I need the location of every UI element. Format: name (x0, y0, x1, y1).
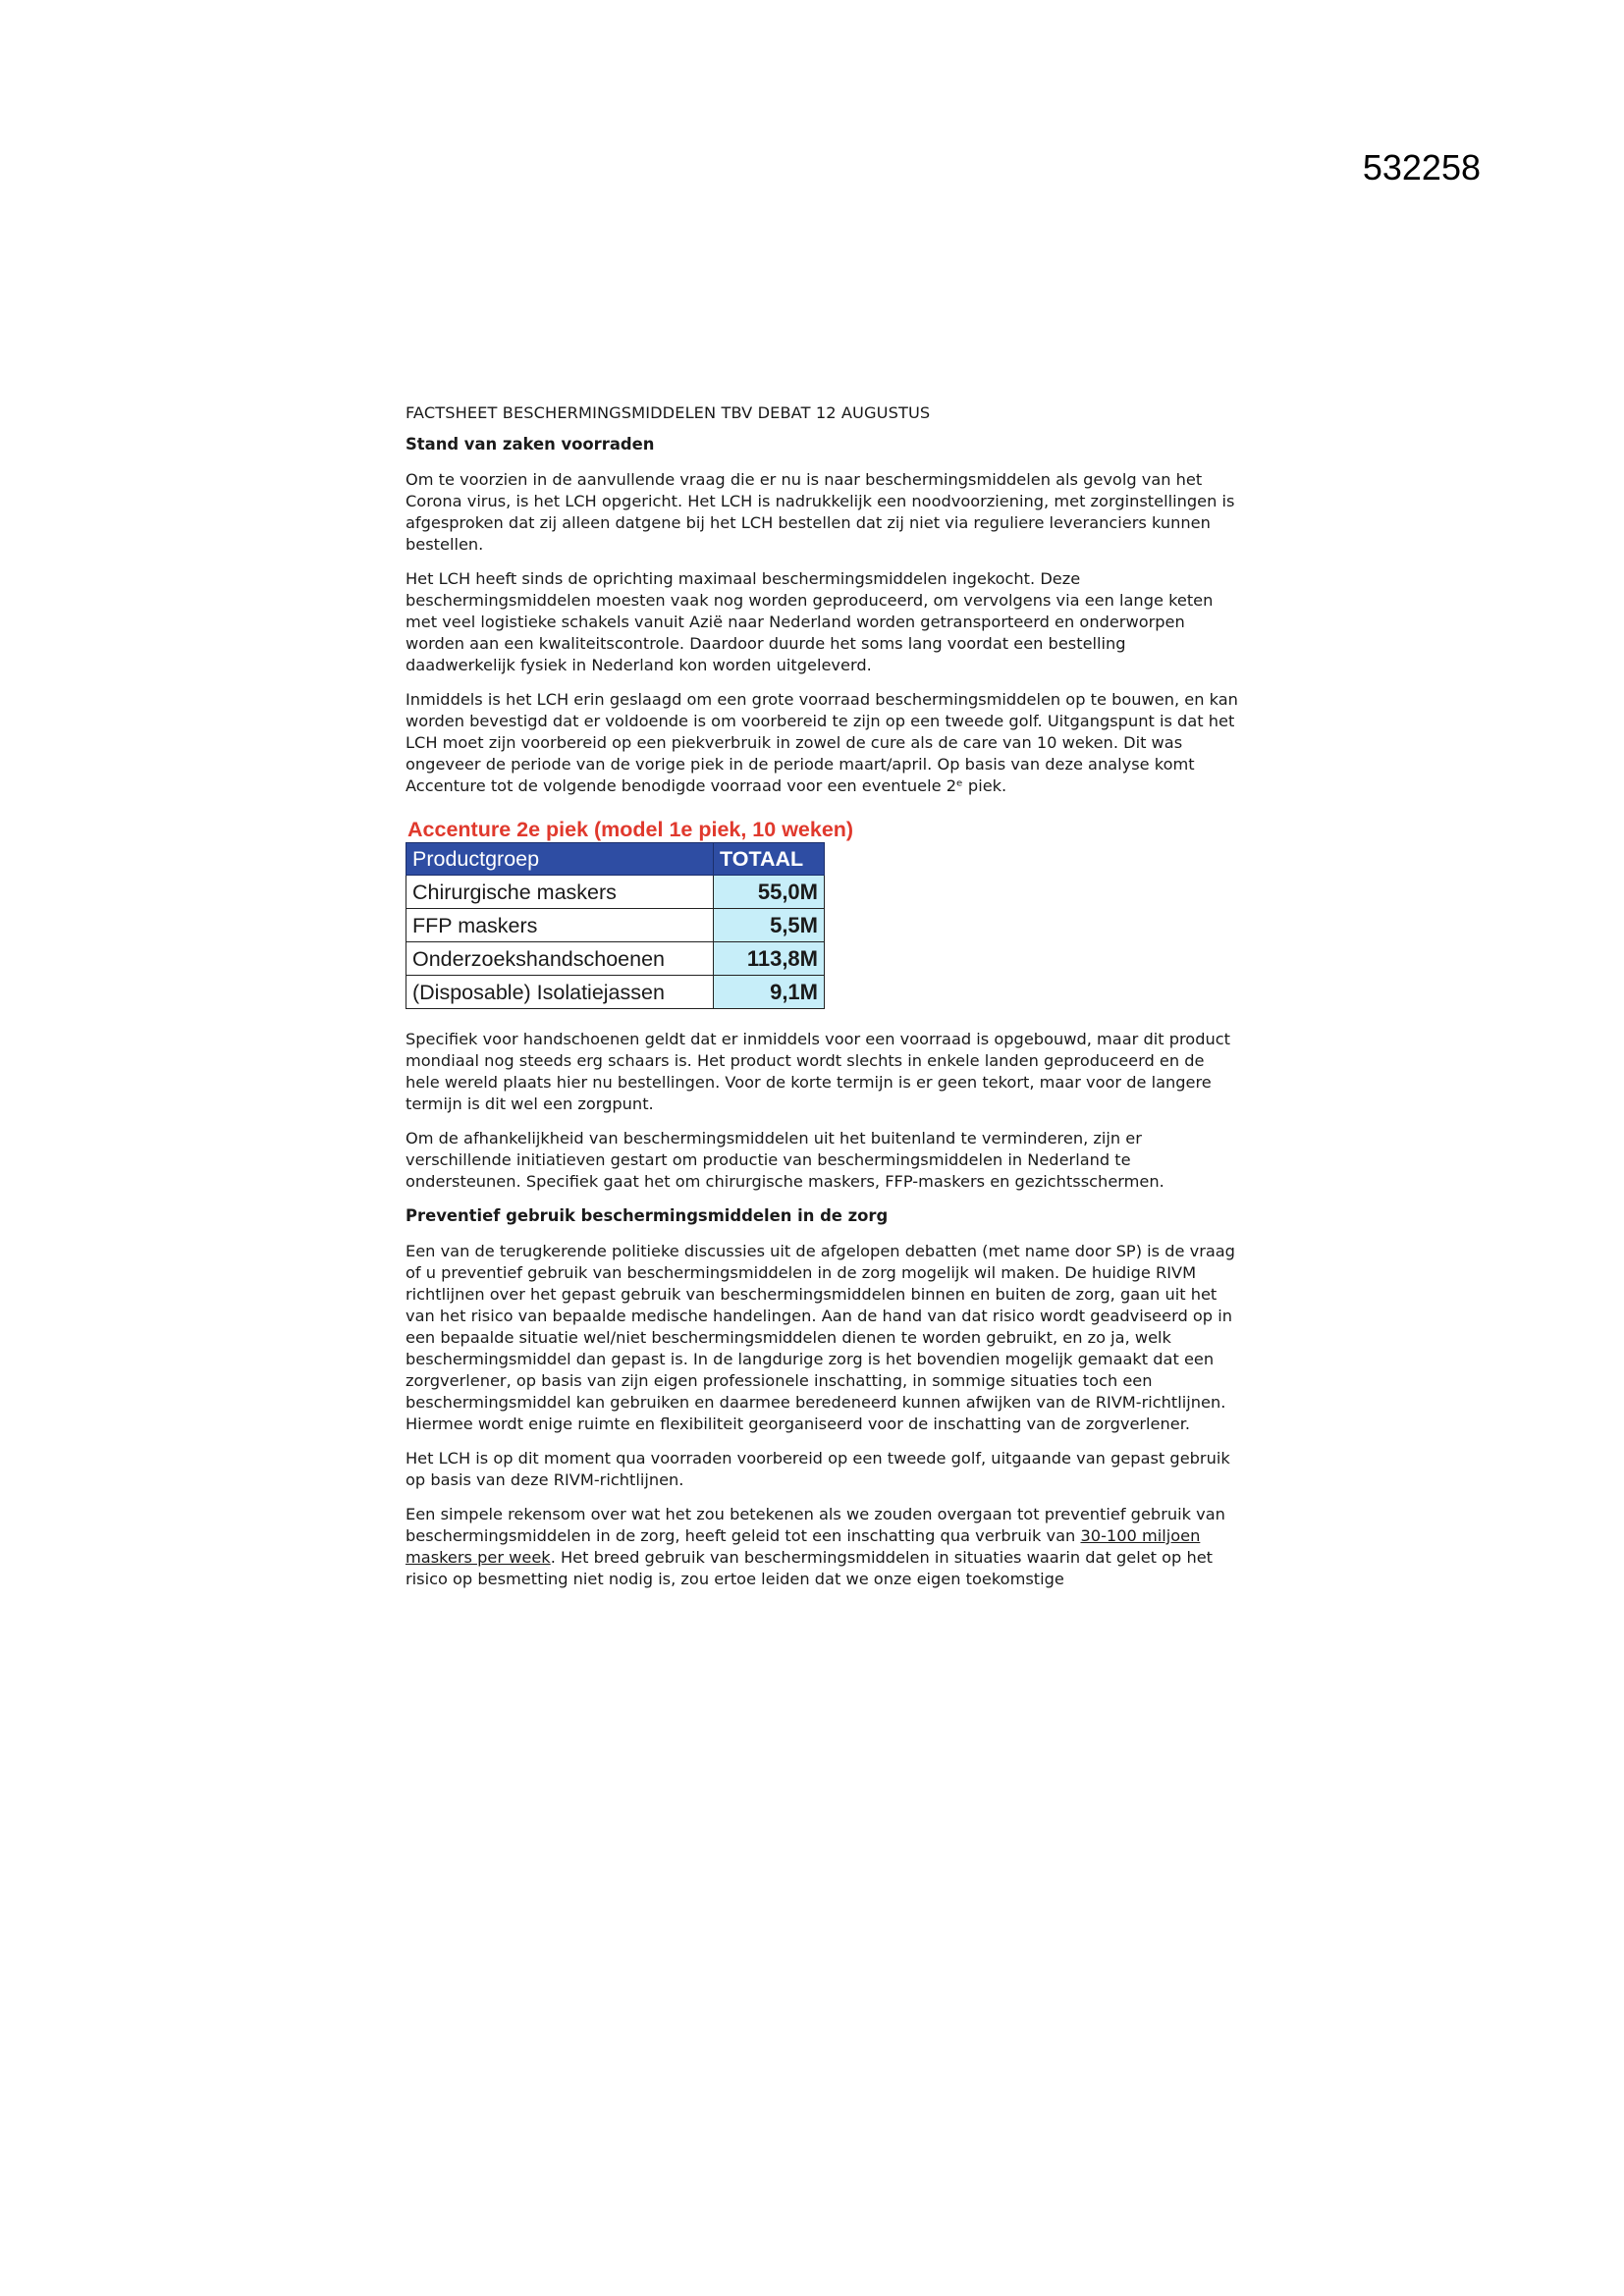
text-run: . Het breed gebruik van beschermingsmiddelen in situaties waarin dat gelet op het risico op besmetting niet nodig is, zou ertoe leiden dat we onze eigen toekomstige (406, 1548, 1214, 1588)
total-cell: 5,5M (714, 909, 825, 942)
paragraph: Een van de terugkerende politieke discussies uit de afgelopen debatten (met name door SP) is de vraag of u preventief gebruik van beschermingsmiddelen in de zorg mogelijk wil maken. De huidige RIVM richtlijnen over het gepast gebruik van beschermingsmiddelen binnen en buiten de zorg, gaan uit het van het risico van bepaalde medische handelingen. Aan de hand van dat risico wordt geadviseerd op in een bepaalde situatie wel/niet beschermingsmiddelen dienen te worden gebruikt, en zo ja, welk beschermingsmiddel dan gepast is. In de langdurige zorg is het bovendien mogelijk gemaakt dat een zorgverlener, op basis van zijn eigen professionele inschatting, in sommige situaties toch een beschermingsmiddel kan gebruiken en daarmee beredeneerd kunnen afwijken van de RIVM-richtlijnen. Hiermee wordt enige ruimte en flexibiliteit georganiseerd voor de inschatting van de zorgverlener. (406, 1242, 1235, 1433)
header-totaal: TOTAAL (714, 843, 825, 876)
total-cell: 113,8M (714, 942, 825, 976)
paragraph: Inmiddels is het LCH erin geslaagd om een grote voorraad beschermingsmiddelen op te bouwen, en kan worden bevestigd dat er voldoende is om voorbereid te zijn op een tweede golf. Uitgangspunt is dat het LCH moet zijn voorbereid op een piekverbruik in zowel de cure als de care van 10 weken. Dit was ongeveer de periode van de vorige piek in de periode maart/april. Op basis van deze analyse komt Accenture tot de volgende benodigde voorraad voor een eventuele 2ᵉ piek. (406, 690, 1238, 795)
table-row (406, 942, 825, 976)
product-cell: Onderzoekshandschoenen (406, 942, 714, 976)
document-body (406, 402, 1240, 1603)
table-row (406, 976, 825, 1009)
section-heading-preventive-use: Preventief gebruik beschermingsmiddelen in de zorg (406, 1206, 889, 1225)
product-cell: Chirurgische maskers (406, 876, 714, 909)
paragraph: Om te voorzien in de aanvullende vraag die er nu is naar beschermingsmiddelen als gevolg van het Corona virus, is het LCH opgericht. Het LCH is nadrukkelijk een noodvoorziening, met zorginstellingen is afgesproken dat zij alleen datgene bij het LCH bestellen dat zij niet via reguliere leveranciers kunnen bestellen. (406, 470, 1235, 554)
header-productgroep: Productgroep (406, 843, 714, 876)
table-header-row (406, 843, 825, 876)
table-caption: Accenture 2e piek (model 1e piek, 10 weken) (407, 818, 854, 841)
paragraph: Specifiek voor handschoenen geldt dat er inmiddels voor een voorraad is opgebouwd, maar dit product mondiaal nog steeds erg schaars is. Het product wordt slechts in enkele landen geproduceerd en de hele wereld plaats hier nu bestellingen. Voor de korte termijn is er geen tekort, maar voor de langere termijn is dit wel een zorgpunt. (406, 1030, 1230, 1113)
table-row (406, 909, 825, 942)
paragraph: Het LCH is op dit moment qua voorraden voorbereid op een tweede golf, uitgaande van gepast gebruik op basis van deze RIVM-richtlijnen. (406, 1449, 1230, 1489)
table-row (406, 876, 825, 909)
document-title: FACTSHEET BESCHERMINGSMIDDELEN TBV DEBAT 12 AUGUSTUS (406, 403, 931, 422)
text-run: Een simpele rekensom over wat het zou betekenen als we zouden overgaan tot preventief gebruik van beschermingsmiddelen in de zorg, heeft geleid tot een inschatting qua verbruik van (406, 1505, 1225, 1545)
paragraph: Om de afhankelijkheid van beschermingsmiddelen uit het buitenland te verminderen, zijn er verschillende initiatieven gestart om productie van beschermingsmiddelen in Nederland te ondersteunen. Specifiek gaat het om chirurgische maskers, FFP-maskers en gezichtsschermen. (406, 1129, 1164, 1191)
paragraph-last (406, 1504, 1240, 1590)
underlined-estimate: 30-100 miljoen maskers per week (406, 1526, 1201, 1567)
product-cell: (Disposable) Isolatiejassen (406, 976, 714, 1009)
document-number: 532258 (1362, 147, 1481, 187)
total-cell: 55,0M (714, 876, 825, 909)
total-cell: 9,1M (714, 976, 825, 1009)
stock-table (406, 842, 825, 1009)
paragraph: Het LCH heeft sinds de oprichting maximaal beschermingsmiddelen ingekocht. Deze beschermingsmiddelen moesten vaak nog worden geproduceerd, om vervolgens via een lange keten met veel logistieke schakels vanuit Azië naar Nederland worden getransporteerd en onderworpen worden aan een kwaliteitscontrole. Daardoor duurde het soms lang voordat een bestelling daadwerkelijk fysiek in Nederland kon worden uitgeleverd. (406, 569, 1214, 674)
section-heading-stock: Stand van zaken voorraden (406, 435, 655, 454)
product-cell: FFP maskers (406, 909, 714, 942)
